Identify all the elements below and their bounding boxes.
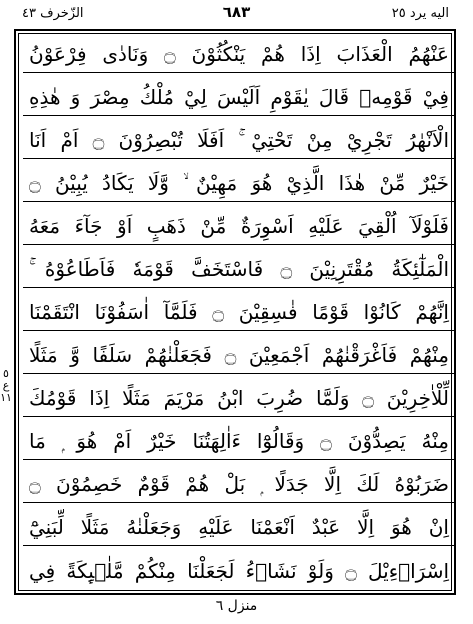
para-name: اليه يرد ٢٥: [391, 6, 449, 21]
manzil-footer: منزل ٦: [215, 598, 258, 614]
text-line: [23, 208, 455, 245]
text-frame-inner: [18, 33, 452, 591]
text-line: [23, 122, 455, 159]
text-line: [23, 36, 455, 73]
text-line: [23, 79, 455, 116]
text-line: [23, 552, 455, 589]
line-text: عَنْهُمُ الْعَذَابَ اِذَا هُمْ يَنْكُثُوْنَ ۝ وَنَادٰى فِرْعَوْنُ: [29, 42, 449, 66]
line-text: خَيْرٌ مِّنْ هٰذَا الَّذِيْ هُوَ مَهِيْنٌ ۙ وَّلَا يَكَادُ يُبِيْنُ ۝: [29, 171, 449, 195]
page-number: ٦٨٣: [222, 3, 251, 21]
text-line: [23, 251, 455, 288]
text-line: [23, 466, 455, 503]
text-line: [23, 380, 455, 417]
page-header: [0, 0, 473, 32]
text-frame: [14, 29, 456, 595]
text-line: [23, 509, 455, 546]
line-text: فَلَوْلَآ اُلْقِيَ عَلَيْهِ اَسْوِرَةٌ مِّنْ ذَهَبٍ اَوْ جَآءَ مَعَهُ: [29, 214, 449, 238]
surah-name: الزّخرف ٤٣: [22, 6, 84, 21]
text-line: [23, 337, 455, 374]
line-text: لِّلْاٰخِرِيْنَ ۝ وَلَمَّا ضُرِبَ ابْنُ مَرْيَمَ مَثَلًا اِذَا قَوْمُكَ: [29, 386, 450, 410]
line-text: ضَرَبُوْهُ لَكَ اِلَّا جَدَلًا ۭ بَلْ هُمْ قَوْمٌ خَصِمُوْنَ ۝: [29, 472, 449, 496]
line-text: مِنْهُمْ فَاَغْرَقْنٰهُمْ اَجْمَعِيْنَ ۝ فَجَعَلْنٰهُمْ سَلَفًا وَّ مَثَلًا: [29, 343, 449, 367]
line-text: اِنَّهُمْ كَانُوْا قَوْمًا فٰسِقِيْنَ ۝ فَلَمَّآ اٰسَفُوْنَا انْتَقَمْنَا: [29, 300, 449, 324]
line-text: اِسْرَاۗءِيْلَ ۝ وَلَوْ نَشَاۗءُ لَجَعَلْنَا مِنْكُمْ مَّلٰۗىِٕكَةً فِي: [29, 558, 450, 583]
line-text: مِنْهُ يَصِدُّوْنَ ۝ وَقَالُوْٓا ءَاٰلِهَتُنَا خَيْرٌ اَمْ هُوَ ۭ مَا: [29, 429, 449, 453]
line-text: الْاَنْهٰرُ تَجْرِيْ مِنْ تَحْتِيْ ۚ اَفَلَا تُبْصِرُوْنَ ۝ اَمْ اَنَا: [29, 128, 449, 152]
text-line: [23, 165, 455, 202]
text-line: [23, 423, 455, 460]
ruku-marker: ٥ ع ١١: [0, 367, 12, 404]
line-text: الْمَلٰٓئِكَةُ مُقْتَرِنِيْنَ ۝ فَاسْتَخَفَّ قَوْمَهٗ فَاَطَاعُوْهُ ۚ: [29, 257, 450, 281]
line-text: اِنْ هُوَ اِلَّا عَبْدٌ اَنْعَمْنَا عَلَيْهِ وَجَعَلْنٰهُ مَثَلًا لِّبَنِيْٓ: [29, 515, 449, 539]
text-line: [23, 294, 455, 331]
line-text: فِيْ قَوْمِهٖ قَالَ يٰقَوْمِ اَلَيْسَ لِيْ مُلْكُ مِصْرَ وَ هٰذِهِ: [29, 85, 449, 109]
